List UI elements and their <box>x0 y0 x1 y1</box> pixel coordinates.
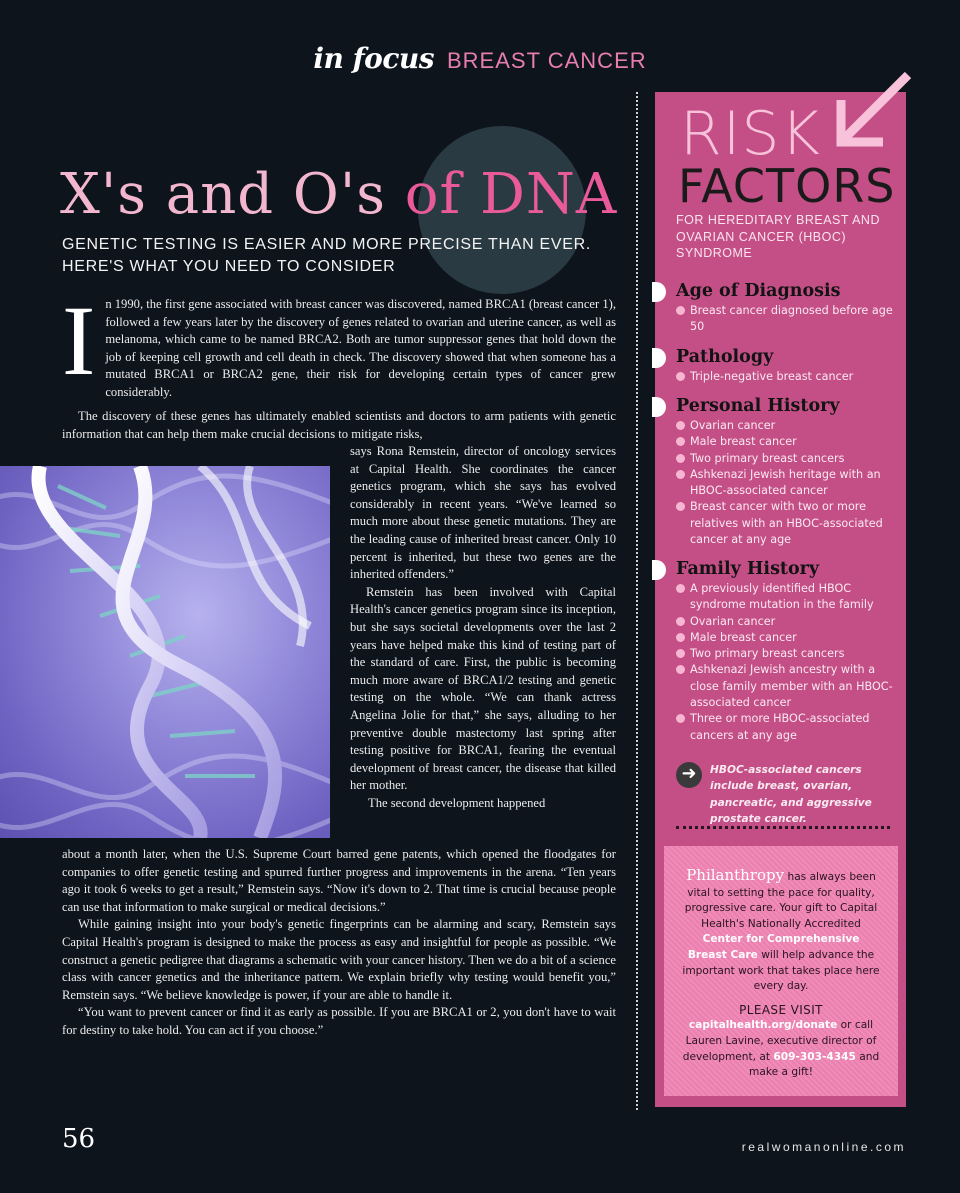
article-title <box>60 162 617 227</box>
paragraph-3: Remstein has been involved with Capital Health's cancer genetics program since its inception, but she says societal developments over the last 2 years have helped make this kind of testing part of the standard of care. First, the public is becoming much more aware of BRCA1/2 testing and genetic testing on the whole. “We can thank actress Angelina Jolie for that,” she says, alluding to her preventive double mastectomy last spring after testing positive for BRCA1, fearing the eventual development of breast cancer, the disease that killed her mother. <box>350 584 616 793</box>
section-header <box>0 42 960 76</box>
philanthropy-text-2: will help advance the important work that takes place here every day. <box>682 948 880 993</box>
arrow-right-icon: ➜ <box>676 762 702 788</box>
title-part-2: of DNA <box>404 162 618 227</box>
intro-text: n 1990, the first gene associated with breast cancer was discovered, named BRCA1 (breast cancer 1), followed a few years later by the discovery of genes related to ovarian and uterine cancer, as well as melanoma, which came to be named BRCA2. Both are tumor suppressor genes that hold down the job of keeping cell growth and cell death in check. The discovery showed that when someone has a mutated BRCA1 or BRCA2 gene, their risk for developing certain types of cancer grew considerably. <box>105 297 616 399</box>
list-item: Ovarian cancer <box>676 614 896 630</box>
philanthropy-text-4: and make a gift! <box>749 1050 880 1079</box>
panel-title-factors: FACTORS <box>678 159 896 213</box>
title-part-1: X's and O's <box>60 162 405 227</box>
paragraph-2-continued: says Rona Remstein, director of oncology services at Capital Health. She coordinates the cancer genetics program, which she says has evolved considerably in recent years. “We've learned so much more about these genetic mutations. They are the leading cause of inherited breast cancer. Only 10 percent is inherited, but these two genes are the inherited offenders.” <box>350 444 616 582</box>
section-heading: Pathology <box>676 347 774 367</box>
list-item: Ovarian cancer <box>676 418 896 434</box>
section-topic: BREAST CANCER <box>447 48 647 73</box>
paragraph-6: “You want to prevent cancer or find it as early as possible. If you are BRCA1 or 2, you don't have to wait for destiny to take hold. You can act if you choose.” <box>62 1005 616 1037</box>
phone-number[interactable]: 609-303-4345 <box>773 1050 856 1063</box>
list-item: Male breast cancer <box>676 630 896 646</box>
paragraph-5: While gaining insight into your body's genetic fingerprints can be alarming and scary, Remstein says Capital Health's program is designed to make the process as easy and insightful for people as possible. “We construct a genetic pedigree that diagrams a schematic with your cancer history. Then we do a bit of a science class with cancer genetics and the inheritance pattern. We explain briefly why testing would benefit you,” Remstein says. “We believe knowledge is power, if your are able to handle it. <box>62 917 616 1002</box>
website-url[interactable]: realwomanonline.com <box>741 1140 906 1154</box>
list-item: Triple-negative breast cancer <box>676 369 896 385</box>
section-age-of-diagnosis <box>676 280 896 336</box>
paragraph-intro <box>62 285 616 402</box>
section-heading: Family History <box>676 559 820 579</box>
page-number: 56 <box>62 1124 96 1154</box>
paragraph-4-start: The second development happened <box>368 795 546 810</box>
list-item: Breast cancer with two or more relatives with an HBOC-associated cancer at any age <box>676 499 896 548</box>
paragraph-column <box>350 443 616 812</box>
donate-link[interactable]: capitalhealth.org/donate <box>688 1019 838 1032</box>
paragraph-4-end: about a month later, when the U.S. Supreme Court barred gene patents, which opened the floodgates for companies to offer genetic testing and spurred further progress and improvements in the arena. “Ten years ago it took 6 weeks to get a result,” Remstein says. “Now it's down to 2. That time is crucial because people can use that information to make surgical or medical decisions.” <box>62 847 616 914</box>
philanthropy-text <box>682 868 880 1081</box>
panel-subtitle: FOR HEREDITARY BREAST AND OVARIAN CANCER (HBOC) SYNDROME <box>676 213 880 260</box>
list-item: Two primary breast cancers <box>676 451 896 467</box>
please-visit: PLEASE VISIT <box>739 1002 823 1017</box>
drop-cap: I <box>62 285 96 396</box>
list-item: Ashkenazi Jewish heritage with an HBOC-associated cancer <box>676 467 896 500</box>
section-label: in focus <box>313 42 434 75</box>
list-item: Two primary breast cancers <box>676 646 896 662</box>
philanthropy-text-1: has always been vital to setting the pace for quality, progressive care. Your gift to Capital Health's Nationally Accredited <box>684 871 878 930</box>
section-heading: Personal History <box>676 396 840 416</box>
panel-title-risk: RISK <box>680 99 821 169</box>
dna-helix-image <box>0 466 330 838</box>
list-item: Ashkenazi Jewish ancestry with a close family member with an HBOC-associated cancer <box>676 662 896 711</box>
column-divider <box>636 92 638 1110</box>
dna-illustration <box>0 466 330 838</box>
philanthropy-title: Philanthropy <box>686 866 785 884</box>
note-text: HBOC-associated cancers include breast, ovarian, pancreatic, and aggressive prostate cancer. <box>710 764 872 826</box>
section-heading: Age of Diagnosis <box>676 281 841 301</box>
list-item: Male breast cancer <box>676 434 896 450</box>
center-name: Center for Comprehensive Breast Care <box>687 933 860 961</box>
list-item: A previously identified HBOC syndrome mutation in the family <box>676 581 896 614</box>
paragraph-2: The discovery of these genes has ultimately enabled scientists and doctors to arm patients with genetic information that can help them make crucial decisions to mitigate risks, <box>62 409 616 441</box>
section-pathology <box>676 346 896 385</box>
list-item: Three or more HBOC-associated cancers at any age <box>676 711 896 744</box>
list-item: Breast cancer diagnosed before age 50 <box>676 303 896 336</box>
section-family-history <box>676 558 896 744</box>
article-subtitle: GENETIC TESTING IS EASIER AND MORE PRECISE THAN EVER. HERE'S WHAT YOU NEED TO CONSIDER <box>62 236 592 275</box>
paragraph-bottom <box>62 846 616 1040</box>
section-personal-history <box>676 395 896 548</box>
hboc-note <box>676 762 896 826</box>
arrow-down-left-icon <box>823 70 913 160</box>
philanthropy-box <box>664 846 898 1096</box>
philanthropy-text-3: or call Lauren Lavine, executive director of development, at <box>682 1019 877 1063</box>
panel-divider <box>676 826 890 829</box>
